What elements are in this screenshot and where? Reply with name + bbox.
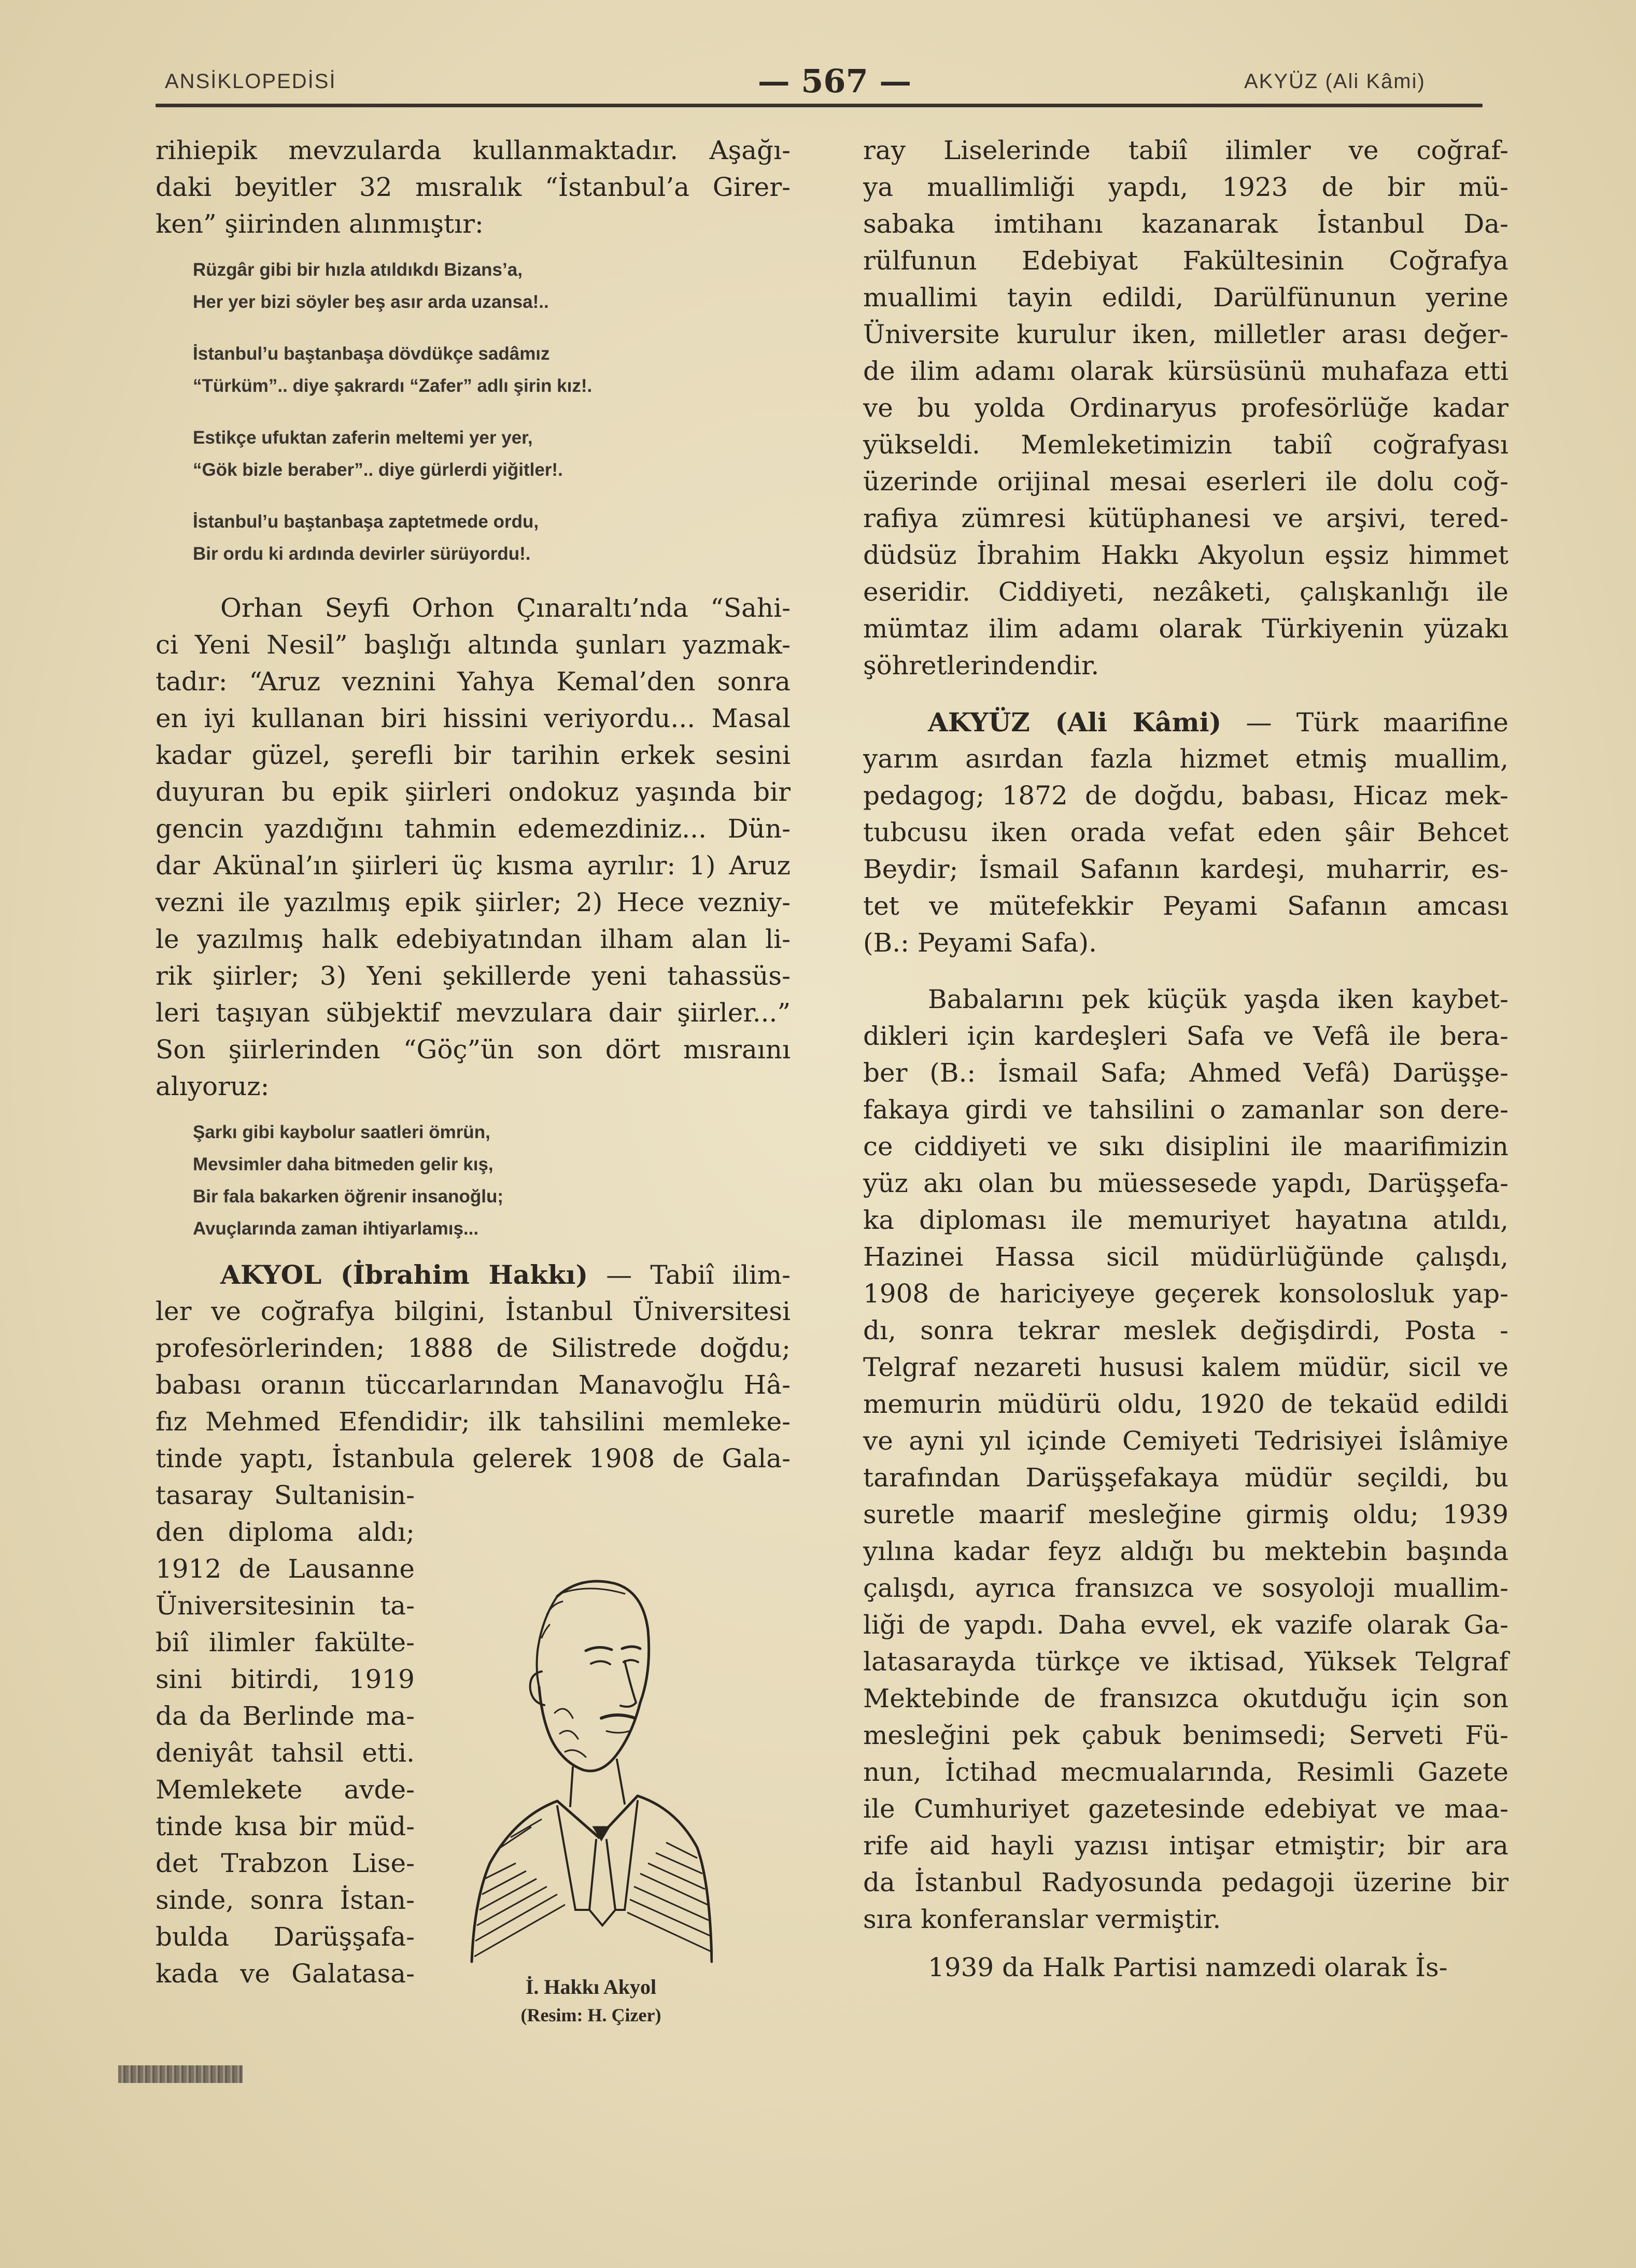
entry-akyuz-dash: — Türk maarifine: [1221, 707, 1509, 738]
portrait-sketch: [469, 1547, 713, 1998]
paragraph-line: da İstanbul Radyosunda pedagoji üzerine bir: [863, 1867, 1508, 1897]
paragraph-line: liği de yapdı. Daha evvel, ek vazife olarak Ga-: [863, 1610, 1508, 1640]
paragraph-line: fakaya girdi ve tahsilini o zamanlar son dere-: [863, 1095, 1508, 1125]
intro-line: rihiepik mevzularda kullanmaktadır. Aşağı-: [156, 135, 791, 165]
paragraph-line: rülfunun Edebiyat Fakültesinin Coğrafya: [863, 246, 1508, 276]
paragraph-line: leri taşıyan sübjektif mevzulara dair şiirler...”: [156, 998, 791, 1028]
akyol-continuation: [863, 132, 1508, 684]
entry-akyuz-heading: AKYÜZ (Ali Kâmi): [928, 707, 1222, 738]
verse-line: Şarkı gibi kaybolur saatleri ömrün,: [193, 1122, 490, 1142]
entry-akyol-dash: — Tabiî ilim-: [588, 1260, 791, 1290]
paragraph-line: tubcusu iken orada vefat eden şâir Behcet: [863, 817, 1508, 847]
paragraph-line: tet ve mütefekkir Peyami Safanın amcası: [863, 891, 1508, 921]
paragraph-line: tadır: “Aruz veznini Yahya Kemal’den sonra: [156, 667, 791, 697]
paragraph-line: den diploma aldı;: [156, 1517, 415, 1547]
paragraph-line: Beydir; İsmail Safanın kardeşi, muharrir, es-: [863, 854, 1508, 884]
paragraph-line: ka diploması ile memuriyet hayatına atıldı,: [863, 1205, 1508, 1235]
paragraph-line: Orhan Seyfi Orhon Çınaraltı’nda “Sahi-: [220, 593, 791, 623]
paragraph-line: latasarayda türkçe ve iktisad, Yüksek Telgraf: [863, 1647, 1508, 1677]
paragraph-line: eseridir. Ciddiyeti, nezâketi, çalışkanlığı ile: [863, 577, 1508, 607]
paragraph-line: kadar güzel, şerefli bir tarihin erkek sesini: [156, 740, 791, 770]
orhon-quote-paragraph: [156, 590, 791, 1105]
entry-akyol-first-line: [156, 1256, 791, 1293]
paragraph-line: babası oranın tüccarlarından Manavoğlu Hâ-: [156, 1370, 791, 1400]
paragraph-line: profesörlerinden; 1888 de Silistrede doğdu;: [156, 1333, 791, 1363]
paragraph-line: tarafından Darüşşefakaya müdür seçildi, bu: [863, 1463, 1508, 1493]
entry-akyuz-first-line: [863, 704, 1508, 741]
paragraph-line: (B.: Peyami Safa).: [863, 928, 1097, 958]
verse-line: Avuçlarında zaman ihtiyarlamış...: [193, 1218, 479, 1239]
paragraph-line: pedagog; 1872 de doğdu, babası, Hicaz mek-: [863, 781, 1508, 811]
paragraph-line: dikleri için kardeşleri Safa ve Vefâ ile bera-: [863, 1021, 1508, 1051]
paragraph-line: de ilim adamı olarak kürsüsünü muhafaza etti: [863, 356, 1508, 386]
paragraph-line: çalışdı, ayrıca fransızca ve sosyoloji muallim-: [863, 1573, 1508, 1603]
paragraph-line: muallimi tayin edildi, Darülfünunun yerine: [863, 282, 1508, 313]
paragraph-line: düdsüz İbrahim Hakkı Akyolun eşsiz himmet: [863, 540, 1508, 570]
paragraph-line: nun, İctihad mecmualarında, Resimli Gazete: [863, 1757, 1508, 1787]
paragraph-line: ya muallimliği yapdı, 1923 de bir mü-: [863, 172, 1508, 202]
paragraph-line: vezni ile yazılmış epik şiirler; 2) Hece vezniy-: [156, 887, 791, 917]
paragraph-line: ler ve coğrafya bilgini, İstanbul Üniversitesi: [156, 1296, 791, 1326]
akyuz-biography-paragraph: [863, 981, 1508, 1938]
paragraph-line: yılına kadar feyz aldığı bu mektebin başında: [863, 1536, 1508, 1566]
paragraph-line: Son şiirlerinden “Göç”ün son dört mısraını: [156, 1034, 791, 1065]
paragraph-line: fız Mehmed Efendidir; ilk tahsilini memleke-: [156, 1407, 791, 1437]
intro-paragraph: [156, 132, 791, 243]
paragraph-line: Telgraf nezareti hususi kalem müdür, sicil ve: [863, 1352, 1508, 1382]
paragraph-line: da da Berlinde ma-: [156, 1701, 415, 1731]
verse-line: Her yer bizi söyler beş asır arda uzansa!..: [193, 292, 549, 312]
paragraph-line: rafiya zümresi kütüphanesi ve arşivi, tered-: [863, 503, 1508, 533]
paragraph-line: tasaray Sultanisin-: [156, 1480, 415, 1510]
paragraph-line: ci Yeni Nesil” başlığı altında şunları yazmak-: [156, 630, 791, 660]
verse-line: Mevsimler daha bitmeden gelir kış,: [193, 1154, 493, 1174]
paragraph-line: ile Cumhuriyet gazetesinde edebiyat ve maa-: [863, 1794, 1508, 1824]
paragraph-line: üzerinde orijinal mesai eserleri ile dolu coğ-: [863, 466, 1508, 497]
akyuz-last-line: 1939 da Halk Partisi namzedi olarak İs-: [928, 1952, 1448, 1982]
paragraph-line: mümtaz ilim adamı olarak Türkiyenin yüzakı: [863, 614, 1508, 644]
header-rule: [156, 104, 1483, 107]
paragraph-line: kada ve Galatasa-: [156, 1959, 415, 1989]
paragraph-line: Üniversitesinin ta-: [156, 1591, 415, 1621]
running-header: [0, 60, 1636, 106]
paragraph-line: tinde yaptı, İstanbula gelerek 1908 de Gala-: [156, 1443, 791, 1473]
verse-line: Bir ordu ki ardında devirler sürüyordu!.: [193, 544, 531, 564]
entry-akyuz: [863, 704, 1508, 961]
paragraph-line: Babalarını pek küçük yaşda iken kaybet-: [928, 984, 1508, 1014]
header-left: ANSİKLOPEDİSİ: [165, 70, 336, 93]
verse-line: Bir fala bakarken öğrenir insanoğlu;: [193, 1186, 504, 1207]
intro-line: daki beyitler 32 mısralık “İstanbul’a Girer-: [156, 172, 791, 202]
paragraph-line: şöhretlerindendir.: [863, 650, 1099, 681]
entry-akyol-heading: AKYOL (İbrahim Hakkı): [220, 1259, 588, 1290]
paragraph-line: bulda Darüşşafa-: [156, 1922, 415, 1952]
paragraph-line: rife aid hayli yazısı intişar etmiştir; bir ara: [863, 1831, 1508, 1861]
header-right: AKYÜZ (Ali Kâmi): [1244, 70, 1426, 93]
portrait-caption-credit: (Resim: H. Çizer): [520, 2005, 661, 2025]
paragraph-line: Memlekete avde-: [156, 1775, 415, 1805]
paragraph-line: yükseldi. Memleketimizin tabiî coğrafyası: [863, 430, 1508, 460]
paragraph-line: le yazılmış halk edebiyatından ilham alan li-: [156, 924, 791, 954]
paragraph-line: sinde, sonra İstan-: [156, 1885, 415, 1915]
paragraph-line: ray Liselerinde tabiî ilimler ve coğraf-: [863, 135, 1508, 165]
paragraph-line: ce ciddiyeti ve sıkı disiplini ile maarifimizin: [863, 1131, 1508, 1161]
paragraph-line: biî ilimler fakülte-: [156, 1627, 415, 1657]
paragraph-line: sıra konferanslar vermiştir.: [863, 1904, 1221, 1934]
paragraph-line: en iyi kullanan biri hissini veriyordu... Masal: [156, 703, 791, 733]
paragraph-line: alıyoruz:: [156, 1071, 270, 1101]
paragraph-line: ber (B.: İsmail Safa; Ahmed Vefâ) Darüşşe-: [863, 1058, 1508, 1088]
paragraph-line: tinde kısa bir müd-: [156, 1811, 415, 1841]
right-column: [863, 132, 1508, 1986]
paragraph-line: Mektebinde de fransızca okutduğu için son: [863, 1683, 1508, 1713]
paragraph-line: 1912 de Lausanne: [156, 1554, 415, 1584]
poem-istanbul: [156, 254, 791, 570]
verse-line: İstanbul’u baştanbaşa zaptetmede ordu,: [193, 512, 539, 532]
paragraph-line: suretle maarif mesleğine girmiş oldu; 1939: [863, 1499, 1508, 1529]
paragraph-line: det Trabzon Lise-: [156, 1848, 415, 1878]
verse-line: Rüzgâr gibi bir hızla atıldıkdı Bizans’a,: [193, 260, 523, 280]
page-number: — 567 —: [757, 62, 912, 100]
paragraph-line: dar Akünal’ın şiirleri üç kısma ayrılır: 1) Aruz: [156, 850, 791, 881]
verse-line: Estikçe ufuktan zaferin meltemi yer yer,: [193, 428, 533, 448]
verse-line: İstanbul’u baştanbaşa dövdükçe sadâmız: [193, 344, 550, 364]
paragraph-line: sini bitirdi, 1919: [156, 1664, 415, 1694]
paragraph-line: deniyât tahsil etti.: [156, 1738, 415, 1768]
verse-line: “Türküm”.. diye şakrardı “Zafer” adlı şirin kız!.: [193, 376, 593, 396]
paragraph-line: Hazinei Hassa sicil müdürlüğünde çalışdı,: [863, 1242, 1508, 1272]
paragraph-line: dı, sonra tekrar meslek değişdirdi, Posta -: [863, 1315, 1508, 1345]
paragraph-line: yarım asırdan fazla hizmet etmiş muallim,: [863, 744, 1508, 774]
paragraph-line: yüz akı olan bu müessesede yapdı, Darüşşefa-: [863, 1168, 1508, 1198]
paragraph-line: Üniversite kurulur iken, milletler arası değer-: [863, 319, 1508, 349]
paragraph-line: 1908 de hariciyeye geçerek konsolosluk yap-: [863, 1279, 1508, 1309]
paragraph-line: memurin müdürü oldu, 1920 de tekaüd edildi: [863, 1389, 1508, 1419]
verse-line: “Gök bizle beraber”.. diye gürlerdi yiğitler!.: [193, 460, 563, 480]
paragraph-line: ve bu yolda Ordinaryus profesörlüğe kadar: [863, 393, 1508, 423]
paragraph-line: gencin yazdığını tahmin edemezdiniz... Dün-: [156, 814, 791, 844]
intro-line: ken” şiirinden alınmıştır:: [156, 209, 484, 239]
poem-goc: [156, 1116, 791, 1245]
paragraph-line: duyuran bu epik şiirleri ondokuz yaşında bir: [156, 777, 791, 807]
paragraph-line: mesleğini pek çabuk benimsedi; Serveti Fü-: [863, 1720, 1508, 1750]
paragraph-line: rik şiirler; 3) Yeni şekillerde yeni tahassüs-: [156, 961, 791, 991]
library-stamp: [118, 2065, 243, 2083]
paragraph-line: ve ayni yıl içinde Cemiyeti Tedrisiyei İslâmiye: [863, 1426, 1508, 1456]
portrait-caption-name: İ. Hakkı Akyol: [525, 1975, 657, 1998]
paragraph-line: sabaka imtihanı kazanarak İstanbul Da-: [863, 209, 1508, 239]
